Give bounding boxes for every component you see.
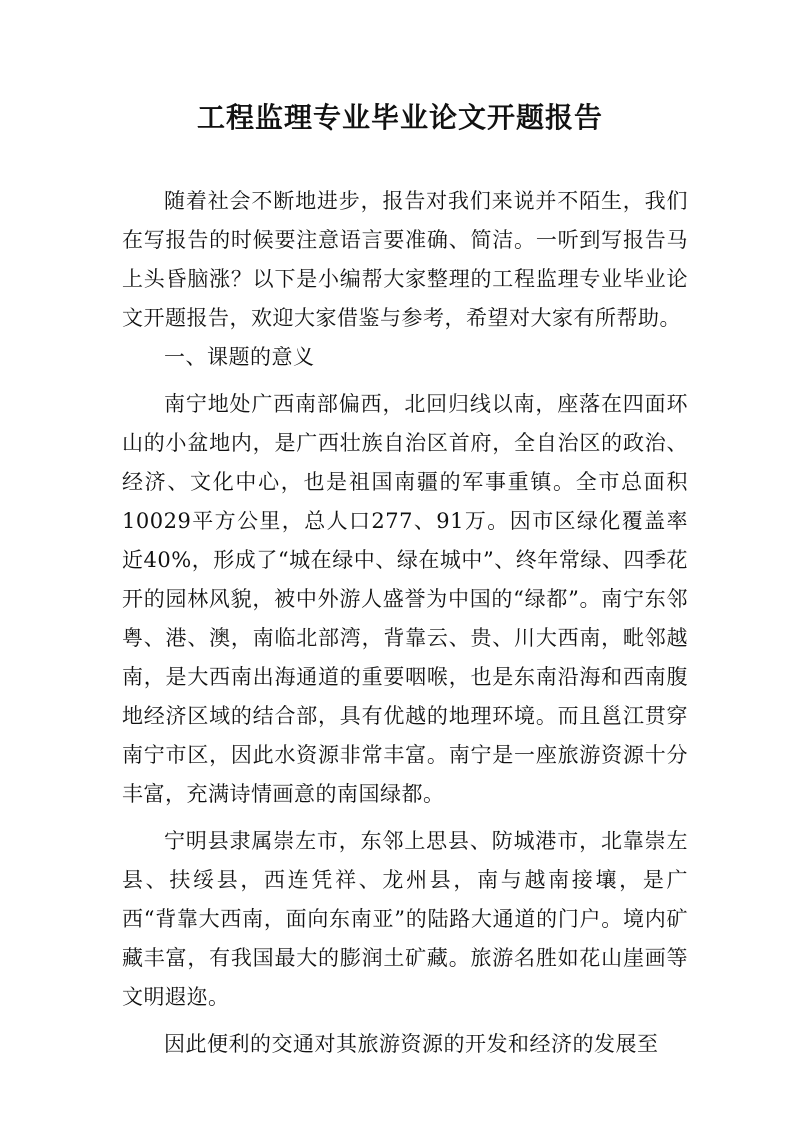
- body-paragraph: 因此便利的交通对其旅游资源的开发和经济的发展至: [164, 1032, 659, 1056]
- body-paragraph: 宁明县隶属崇左市，东邻上思县、防城港市，北靠崇左县、扶绥县，西连凭祥、龙州县，南与越南接壤，是广西“背靠大西南，面向东南亚”的陆路大通道的门户。境内矿藏丰富，有我国最大的膨润土矿藏。旅游名胜如花山崖画等文明遐迩。: [122, 829, 688, 1009]
- document-title: 工程监理专业毕业论文开题报告: [196, 101, 603, 134]
- document-body: [122, 182, 688, 1064]
- section-heading: 一、课题的意义: [164, 345, 315, 369]
- body-paragraph: 南宁地处广西南部偏西，北回归线以南，座落在四面环山的小盆地内，是广西壮族自治区首府，全自治区的政治、经济、文化中心，也是祖国南疆的军事重镇。全市总面积10029平方公里，总人口277、91万。因市区绿化覆盖率近40%，形成了“城在绿中、绿在城中”、终年常绿、四季花开的园林风貌，被中外游人盛誉为中国的“绿都”。南宁东邻粤、港、澳，南临北部湾，背靠云、贵、川大西南，毗邻越南，是大西南出海通道的重要咽喉，也是东南沿海和西南腹地经济区域的结合部，具有优越的地理环境。而且邕江贯穿南宁市区，因此水资源非常丰富。南宁是一座旅游资源十分丰富，充满诗情画意的南国绿都。: [122, 392, 688, 806]
- intro-paragraph: 随着社会不断地进步，报告对我们来说并不陌生，我们在写报告的时候要注意语言要准确、简洁。一听到写报告马上头昏脑涨？以下是小编帮大家整理的工程监理专业毕业论文开题报告，欢迎大家借鉴与参考，希望对大家有所帮助。: [122, 189, 688, 330]
